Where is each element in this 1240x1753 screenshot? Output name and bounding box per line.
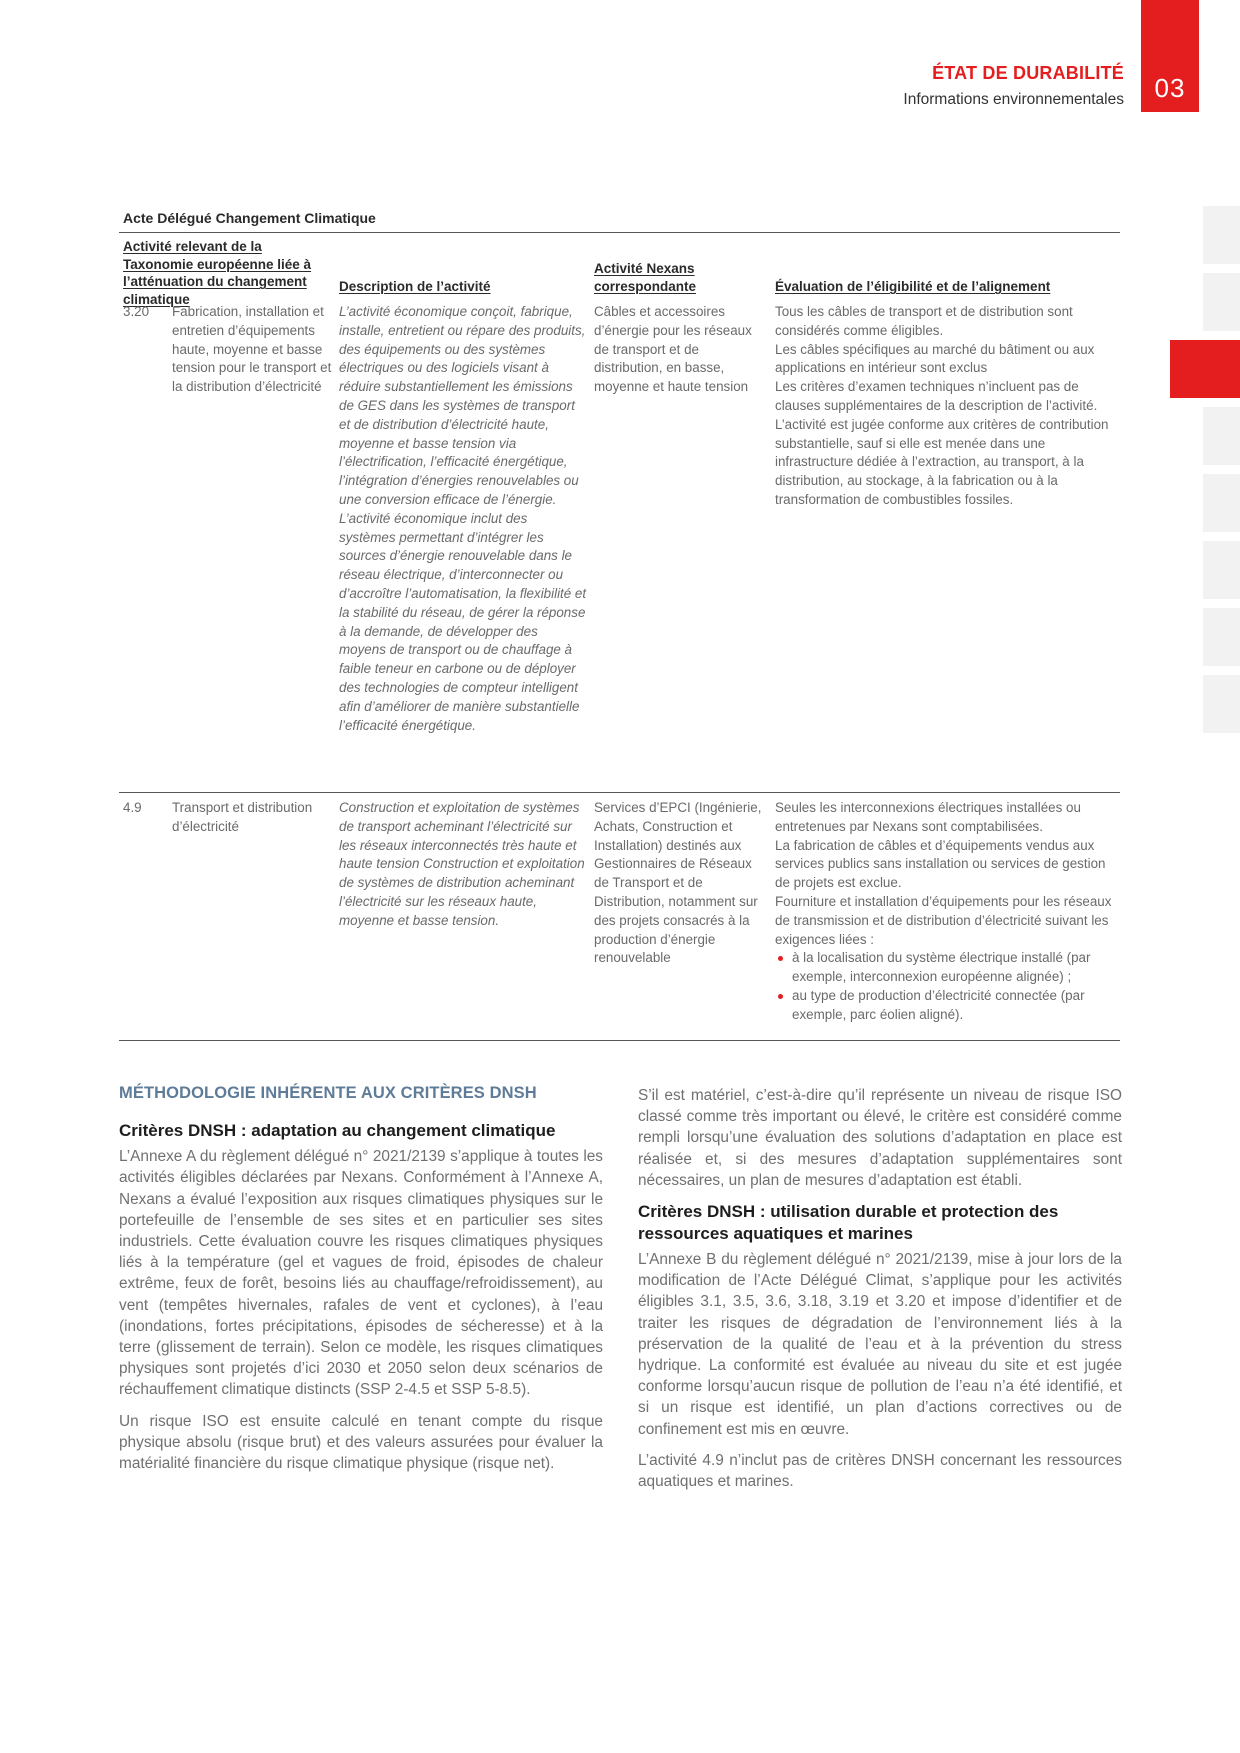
header-nexans-activity: Activité Nexans correspondante <box>594 261 697 294</box>
evaluation-text: Les critères d’examen techniques n’incluent pas de clauses supplémentaires de la description de l’activité. <box>775 379 1098 413</box>
nexans-activity: Services d’EPCI (Ingénierie, Achats, Construction et Installation) destinés aux Gestionnaires de Réseaux de Transport et de Distribution, notamment sur des projets consacrés à la production d’énergie renouvelable <box>594 800 762 966</box>
evaluation-text: Tous les câbles de transport et de distribution sont considérés comme éligibles. <box>775 304 1073 338</box>
bullet-item: à la localisation du système électrique installé (par exemple, interconnexion européenne alignée) ; <box>775 949 1113 987</box>
table-caption: Acte Délégué Changement Climatique <box>123 210 376 226</box>
subsection-title: Critères DNSH : adaptation au changement climatique <box>119 1121 556 1141</box>
chapter-tab[interactable] <box>1141 0 1199 112</box>
paragraph: L’Annexe B du règlement délégué n° 2021/2139, mise à jour lors de la modification de l’Acte Délégué Climat, s’applique pour les activités éligibles 3.1, 3.5, 3.6, 3.18, 3.19 et 3.20 et impose d’identifier et de traiter les risques de dégradation de l’environnement liés à la préservation de la qualité de l’eau et à la prévention du stress hydrique. La conformité est évaluée au niveau du site et est jugée conforme lorsqu’aucun risque de pollution de l’eau n’a été identifié, et si un risque est identifié, un plan d’actions correctives ou de confinement est mis en œuvre. <box>638 1251 1122 1438</box>
eligibility-evaluation <box>775 799 1113 1025</box>
evaluation-text: L’activité est jugée conforme aux critères de contribution substantielle, sauf si elle est menée dans une infrastructure dédiée à l’extraction, au transport, à la distribution, au stockage, à la fabrication ou à la transformation de combustibles fossiles. <box>775 416 1109 507</box>
requirements-list <box>775 949 1113 1024</box>
paragraph: S’il est matériel, c’est-à-dire qu’il représente un niveau de risque ISO classé comme très important ou élevé, le critère est considéré comme rempli lorsqu’une évaluation des solutions d’adaptation en place est réalisée et, si des mesures d’adaptation supplémentaires sont nécessaires, un plan de mesures d’adaptation est établi. <box>638 1087 1122 1189</box>
evaluation-text: Seules les interconnexions électriques installées ou entretenues par Nexans sont comptabilisées. <box>775 800 1081 834</box>
report-title: ÉTAT DE DURABILITÉ <box>932 63 1124 83</box>
subsection-title: Critères DNSH : utilisation durable et protection des ressources aquatiques et marines <box>638 1202 1059 1244</box>
activity-code: 3.20 <box>123 304 150 319</box>
paragraph: Un risque ISO est ensuite calculé en tenant compte du risque physique absolu (risque brut) et des valeurs assurées pour évaluer la matérialité financière du risque climatique physique (risque net). <box>119 1412 603 1473</box>
left-column <box>119 1083 603 1484</box>
eligibility-evaluation <box>775 303 1113 510</box>
right-column <box>638 1085 1122 1502</box>
evaluation-text: La fabrication de câbles et d’équipements vendus aux services publics sans installation ou services de gestion de projets est exclue. <box>775 837 1106 891</box>
section-title: MÉTHODOLOGIE INHÉRENTE AUX CRITÈRES DNSH <box>119 1084 537 1102</box>
row-divider <box>119 1040 1120 1041</box>
paragraph: L’activité 4.9 n’inclut pas de critères DNSH concernant les ressources aquatiques et marines. <box>638 1451 1122 1491</box>
report-section: Informations environnementales <box>903 91 1124 108</box>
activity-name: Fabrication, installation et entretien d’équipements haute, moyenne et basse tension pour le transport et la distribution d’électricité <box>172 304 332 395</box>
activity-description: L’activité économique conçoit, fabrique, installe, entretient ou répare des produits, des équipements ou des systèmes électriques ou des logiciels visant à réduire substantiellement les émissions de GES dans les systèmes de transport et de distribution d’électricité haute, moyenne et basse tension via l’électrification, l’efficacité énergétique, l’intégration d’énergies renouvelables ou une conversion efficace de l’énergie. L’activité économique inclut des systèmes permettant d’intégrer les sources d’énergie renouvelable dans le réseau électrique, d’interconnecter ou d’accroître l’automatisation, la flexibilité et la stabilité du réseau, de gérer la réponse à la demande, de développer des moyens de transport ou de chauffage à faible teneur en carbone ou de déployer des technologies de compteur intelligent afin d’améliorer de manière substantielle l’efficacité énergétique. <box>339 304 587 733</box>
table-row <box>0 799 1240 1044</box>
chapter-number: 03 <box>1154 73 1186 103</box>
header-description: Description de l’activité <box>339 279 491 294</box>
evaluation-text: Les câbles spécifiques au marché du bâtiment ou aux applications en intérieur sont exclus <box>775 341 1095 376</box>
table-row <box>0 303 1240 788</box>
paragraph: L’Annexe A du règlement délégué n° 2021/2139 s’applique à toutes les activités éligibles déclarées par Nexans. Conformément à l’Annexe A, Nexans a évalué l’exposition aux risques climatiques physiques sur le portefeuille de l’ensemble de ses sites et en particulier ses sites industriels. Cette évaluation couvre les risques climatiques physiques liés à la température (gel et vagues de froid, épisodes de chaleur extrême, feux de forêt, besoins liés au chauffage/refroidissement), au vent (tempêtes hivernales, rafales de vent et cyclones), à l’eau (inondations, fortes précipitations, épisodes de sécheresse) et à la terre (glissement de terrain). Selon ce modèle, les risques climatiques physiques sont projetés d’ici 2030 et 2050 selon deux scénarios de réchauffement climatique distincts (SSP 2-4.5 et SSP 5-8.5). <box>119 1148 603 1399</box>
activity-name: Transport et distribution d’électricité <box>172 800 313 834</box>
header-activity: Activité relevant de la Taxonomie européenne liée à l’atténuation du changement climatique <box>123 239 312 307</box>
activity-description: Construction et exploitation de systèmes de transport acheminant l’électricité sur les réseaux interconnectés très haute et haute tension Construction et exploitation de systèmes de distribution acheminant l’électricité sur les réseaux haute, moyenne et basse tension. <box>339 800 585 928</box>
header-evaluation: Évaluation de l’éligibilité et de l’alignement <box>775 279 1051 294</box>
table-header <box>0 238 1240 307</box>
table-top-rule <box>119 232 1120 233</box>
nexans-activity: Câbles et accessoires d’énergie pour les réseaux de transport et de distribution, en basse, moyenne et haute tension <box>594 304 752 395</box>
evaluation-text: Fourniture et installation d’équipements pour les réseaux de transmission et de distribution d’électricité suivant les exigences liées : <box>775 893 1112 947</box>
bullet-item: au type de production d’électricité connectée (par exemple, parc éolien aligné). <box>775 987 1113 1025</box>
row-divider <box>119 792 1120 793</box>
activity-code: 4.9 <box>123 800 142 815</box>
